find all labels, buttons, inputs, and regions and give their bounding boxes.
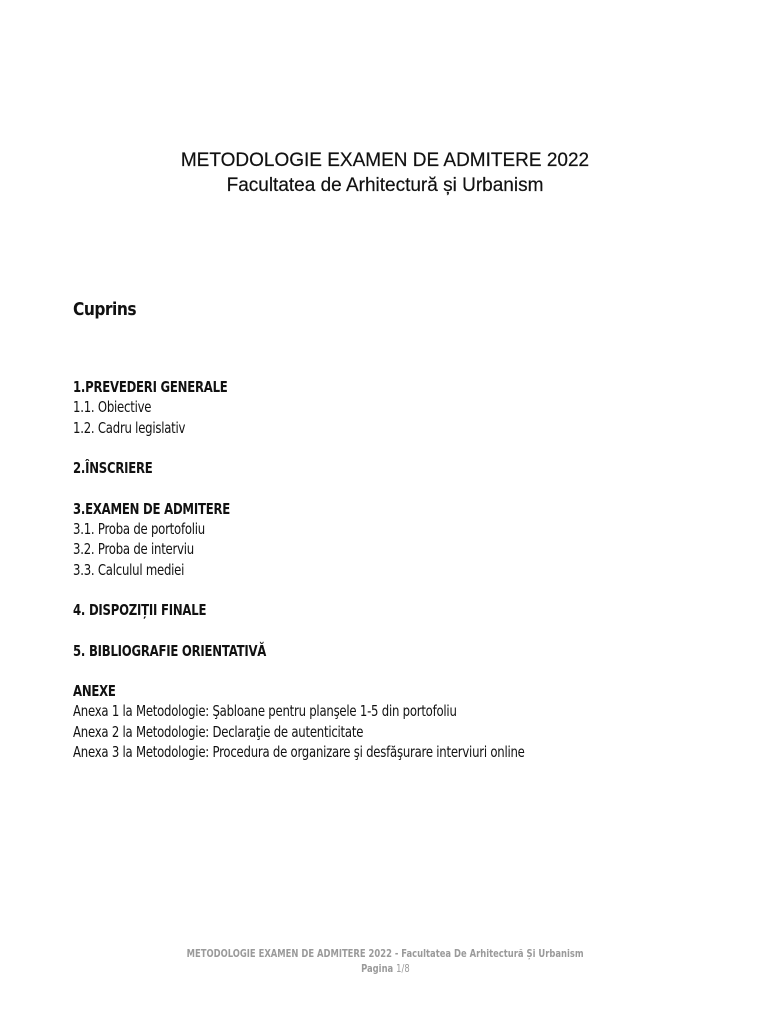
toc-section-title: 2.ÎNSCRIERE: [73, 459, 153, 478]
toc-section: [73, 600, 713, 620]
footer-running-title: METODOLOGIE EXAMEN DE ADMITERE 2022 - Facultatea De Arhitectură Și Urbanism: [186, 948, 584, 960]
toc-item: Anexa 2 la Metodologie: Declaraţie de autenticitate: [73, 722, 364, 741]
footer-page-label: Pagina: [360, 963, 393, 975]
footer-page-number: 1/8: [395, 963, 410, 975]
document-title: METODOLOGIE EXAMEN DE ADMITERE 2022: [180, 150, 590, 171]
toc-item: 3.3. Calculul mediei: [73, 560, 185, 579]
table-of-contents: [73, 377, 713, 783]
toc-section: [73, 499, 713, 581]
toc-item: Anexa 3 la Metodologie: Procedura de organizare şi desfăşurare interviuri online: [73, 743, 525, 762]
document-title-block: [0, 148, 770, 198]
toc-item: 1.1. Obiective: [73, 398, 152, 417]
document-subtitle: Facultatea de Arhitectură și Urbanism: [226, 175, 544, 196]
toc-section: [73, 458, 713, 478]
toc-section-title: 1.PREVEDERI GENERALE: [73, 378, 228, 396]
toc-section: [73, 641, 713, 661]
toc-item: Anexa 1 la Metodologie: Şabloane pentru planşele 1-5 din portofoliu: [73, 702, 457, 721]
toc-section-title: 4. DISPOZIȚII FINALE: [73, 601, 207, 620]
toc-item: 3.2. Proba de interviu: [73, 540, 194, 559]
toc-item: 1.2. Cadru legislativ: [73, 418, 186, 437]
toc-section-title: 3.EXAMEN DE ADMITERE: [73, 499, 230, 518]
toc-heading: Cuprins: [73, 299, 137, 320]
toc-item: 3.1. Proba de portofoliu: [73, 520, 205, 539]
toc-section: [73, 377, 713, 438]
footer-page-info: [361, 962, 410, 977]
toc-section-title: 5. BIBLIOGRAFIE ORIENTATIVĂ: [73, 641, 267, 660]
toc-section-title: ANEXE: [73, 682, 116, 701]
page-footer: [0, 947, 770, 977]
toc-section: [73, 681, 713, 763]
